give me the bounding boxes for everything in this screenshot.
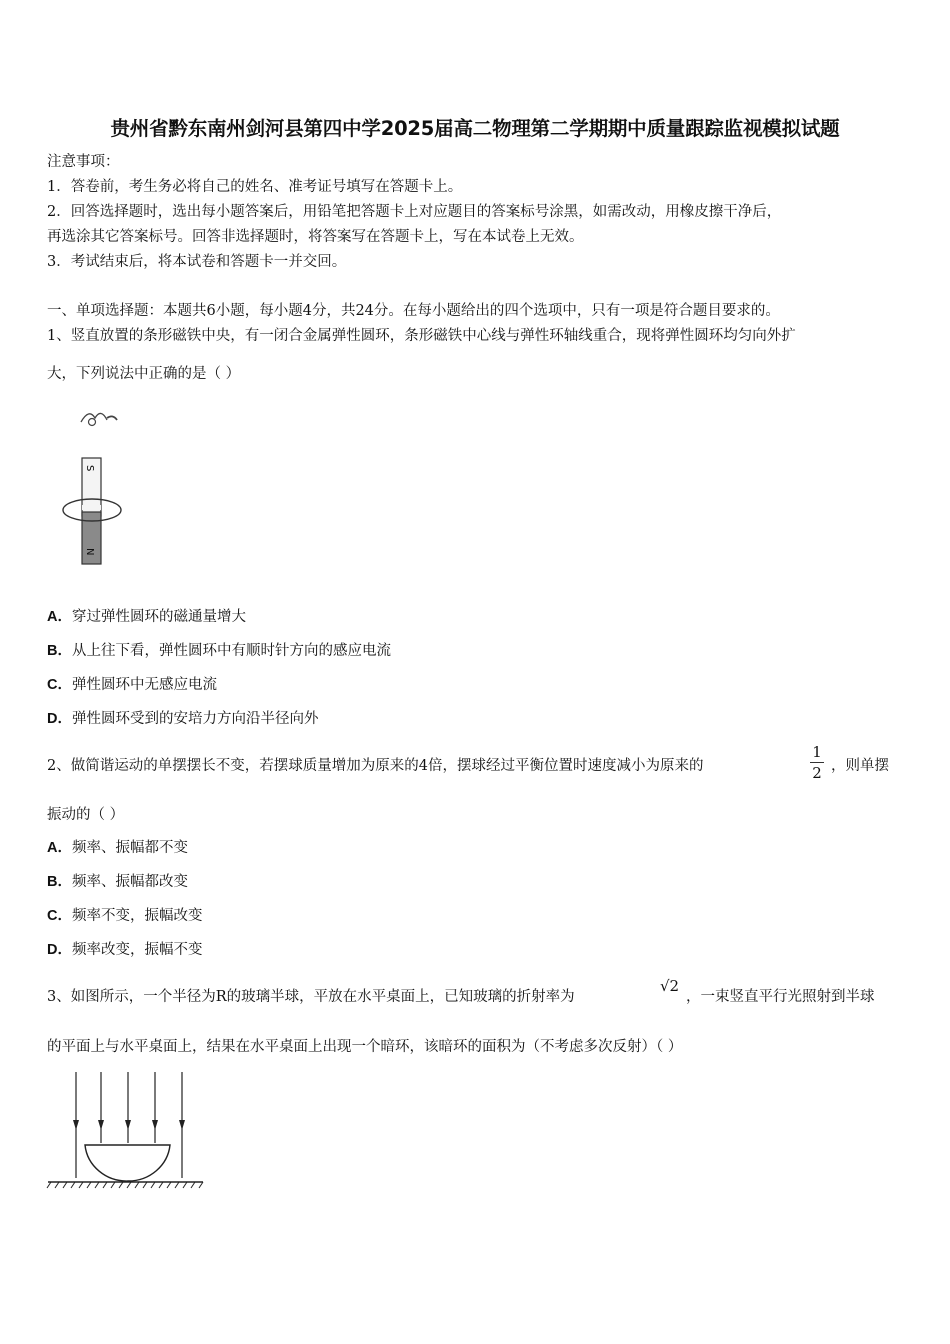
q2-stem-line1-tail: ，则单摆	[831, 758, 889, 774]
table-hatching	[47, 1182, 203, 1188]
magnet-label-n: N	[84, 548, 95, 556]
q2-option-d: D．频率改变，振幅不变	[47, 942, 203, 958]
q2-stem-line2: 振动的（ ）	[47, 807, 125, 823]
q2-option-a: A．频率、振幅都不变	[47, 840, 188, 856]
q2-option-c: C．频率不变，振幅改变	[47, 908, 203, 924]
notice-item-3: 3．考试结束后，将本试卷和答题卡一并交回。	[47, 254, 347, 270]
q3-stem-line2: 的平面上与水平桌面上，结果在水平桌面上出现一个暗环，该暗环的面积为（不考虑多次反射）（ ）	[47, 1039, 683, 1055]
sqrt-two: √2	[660, 977, 680, 995]
fraction-denominator: 2	[812, 764, 822, 782]
fraction-one-half	[808, 743, 826, 782]
section-heading: 一、单项选择题：本题共6小题，每小题4分，共24分。在每小题给出的四个选项中，只有一项是符合题目要求的。	[47, 303, 780, 319]
q1-option-d: D．弹性圆环受到的安培力方向沿半径向外	[47, 711, 319, 727]
q1-option-a: A．穿过弹性圆环的磁通量增大	[47, 609, 246, 625]
q2-option-b: B．频率、振幅都改变	[47, 874, 188, 890]
q3-stem-line1-tail: ，一束竖直平行光照射到半球	[686, 989, 875, 1005]
notice-item-2b: 再选涂其它答案标号。回答非选择题时，将答案写在答题卡上，写在本试卷上无效。	[47, 229, 584, 245]
notice-item-2a: 2．回答选择题时，选出每小题答案后，用铅笔把答题卡上对应题目的答案标号涂黑，如需改动，用橡皮擦干净后，	[47, 204, 782, 220]
glass-hemisphere-figure	[45, 1068, 205, 1193]
q1-option-c: C．弹性圆环中无感应电流	[47, 677, 217, 693]
magnet-n-pole	[82, 512, 101, 564]
notice-heading: 注意事项：	[47, 154, 120, 170]
notice-item-1: 1．答卷前，考生务必将自己的姓名、准考证号填写在答题卡上。	[47, 179, 463, 195]
q1-stem-line2: 大，下列说法中正确的是（ ）	[47, 366, 241, 382]
q3-stem-line1: 3、如图所示，一个半径为R的玻璃半球，平放在水平桌面上，已知玻璃的折射率为	[47, 989, 575, 1005]
glass-hemisphere	[85, 1145, 170, 1181]
q1-stem-line1: 1、竖直放置的条形磁铁中央，有一闭合金属弹性圆环，条形磁铁中心线与弹性环轴线重合，现将弹性圆环均匀向外扩	[47, 328, 796, 344]
magnet-label-s: S	[84, 465, 95, 472]
q1-option-b: B．从上往下看，弹性圆环中有顺时针方向的感应电流	[47, 643, 391, 659]
page-title: 贵州省黔东南州剑河县第四中学2025届高二物理第二学期期中质量跟踪监视模拟试题	[110, 117, 840, 140]
q2-stem-line1: 2、做简谐运动的单摆摆长不变，若摆球质量增加为原来的4倍，摆球经过平衡位置时速度减小为原来的	[47, 758, 704, 774]
hanger-icon	[81, 413, 117, 425]
magnet-ring-figure	[55, 400, 135, 575]
fraction-numerator: 1	[812, 743, 822, 761]
